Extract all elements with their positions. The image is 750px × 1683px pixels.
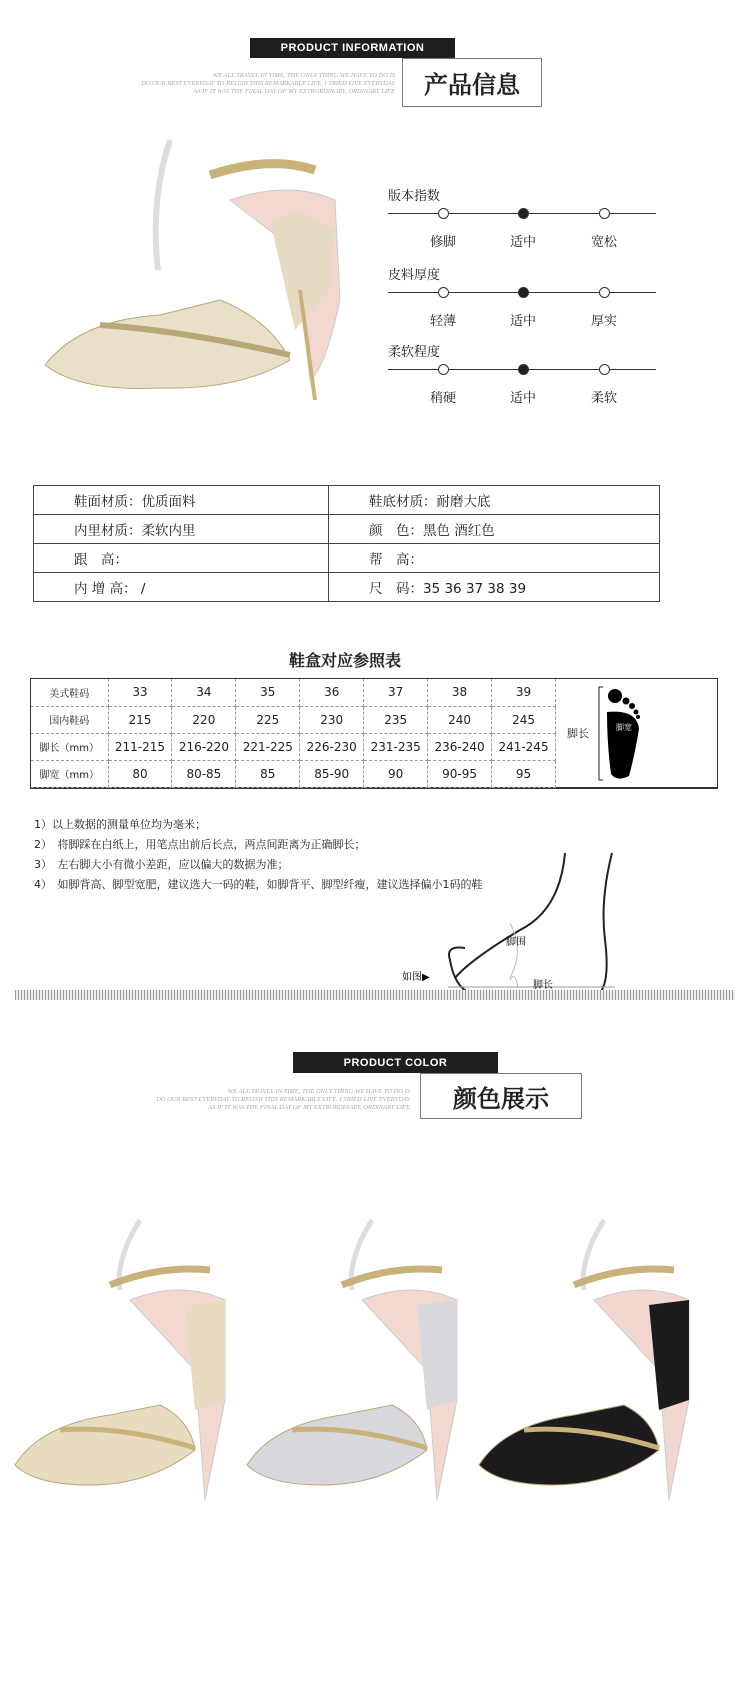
size-cell: 211-215 [108, 733, 172, 760]
scale-option-label: 适中 [509, 314, 536, 329]
tagline [15, 72, 395, 96]
attribute-cell: 内里材质：柔软内里 [34, 515, 329, 544]
scale-option-label: 适中 [509, 235, 536, 250]
attribute-row [34, 486, 660, 515]
scale-option-dot[interactable] [599, 208, 610, 219]
attribute-table [33, 485, 660, 602]
size-cell: 240 [428, 706, 492, 733]
attribute-cell: 尺 码：35 36 37 38 39 [329, 573, 660, 602]
size-cell: 241-245 [492, 733, 556, 760]
size-cell: 95 [492, 760, 556, 787]
size-cell: 221-225 [236, 733, 300, 760]
size-cell: 38 [428, 679, 492, 706]
foot-length-label: 脚长 [567, 727, 589, 740]
scale-option-label: 宽松 [590, 235, 617, 250]
scale-track [388, 213, 656, 214]
note: 4） 如脚背高、脚型宽肥，建议选大一码的鞋，如脚背平、脚型纤瘦，建议选择偏小1码的鞋 [34, 878, 483, 891]
section-title: 产品信息 [402, 58, 542, 107]
size-cell: 216-220 [172, 733, 236, 760]
product-image [40, 130, 350, 405]
size-cell: 215 [108, 706, 172, 733]
scale-track [388, 292, 656, 293]
size-row-label: 国内鞋码 [31, 706, 108, 733]
scale-label: 皮料厚度 [388, 268, 441, 283]
scale-option-label: 厚实 [590, 314, 617, 329]
foot-width-label: 脚宽 [616, 723, 632, 732]
scale-option-label: 稍硬 [429, 391, 456, 406]
scale-track [388, 369, 656, 370]
scale-label: 版本指数 [388, 189, 441, 204]
size-cell: 90 [364, 760, 428, 787]
length-label: 脚长 [533, 980, 553, 990]
tagline-line: AS IF IT WAS THE FINAL DAY OF MY EXTRORDINARY, ORDINARY LIFE [193, 88, 395, 95]
size-cell: 85-90 [300, 760, 364, 787]
attribute-cell: 鞋面材质：优质面料 [34, 486, 329, 515]
note: 1）以上数据的测量单位均为毫米； [34, 818, 206, 831]
attribute-cell: 颜 色：黑色 酒红色 [329, 515, 660, 544]
scale-option-label: 修脚 [429, 235, 456, 250]
scale-option-dot[interactable] [518, 364, 529, 375]
size-cell: 236-240 [428, 733, 492, 760]
color-variant-image[interactable] [474, 1210, 704, 1510]
attribute-cell: 帮 高： [329, 544, 660, 573]
section-header-en: PRODUCT INFORMATION [250, 38, 455, 58]
size-row [31, 733, 556, 760]
scale-option-label: 柔软 [590, 391, 617, 406]
size-cell: 235 [364, 706, 428, 733]
foot-diagram [400, 850, 650, 990]
size-cell: 80-85 [172, 760, 236, 787]
size-row-label: 脚长（mm） [31, 733, 108, 760]
scale-option-label: 适中 [509, 391, 536, 406]
ruler-divider [15, 990, 735, 1000]
size-cell: 36 [300, 679, 364, 706]
size-chart-title: 鞋盒对应参照表 [288, 651, 401, 670]
size-cell: 80 [108, 760, 172, 787]
attribute-cell: 内 增 高： / [34, 573, 329, 602]
scale-option-dot[interactable] [438, 208, 449, 219]
scale-option-dot[interactable] [518, 287, 529, 298]
size-cell: 220 [172, 706, 236, 733]
tagline-line: DO OUR BEST EVERYDAY TO RELISH THIS REMARKABLE LIFE. I TRIED LIVE EVERYDAY [156, 1096, 410, 1103]
attribute-row [34, 515, 660, 544]
scale-option-dot[interactable] [438, 287, 449, 298]
tagline-line: AS IF IT WAS THE FINAL DAY OF MY EXTRORDINARY, ORDINARY LIFE [208, 1104, 410, 1111]
tagline [30, 1088, 410, 1112]
size-row [31, 679, 556, 706]
size-cell: 37 [364, 679, 428, 706]
scale-option-dot[interactable] [438, 364, 449, 375]
size-cell: 85 [236, 760, 300, 787]
scale-option-dot[interactable] [518, 208, 529, 219]
section-header-en: PRODUCT COLOR [293, 1052, 498, 1073]
size-chart [30, 678, 718, 789]
section-title: 颜色展示 [420, 1073, 582, 1119]
tagline-line: WE ALL TRAVEL IN TIME, THE ONLY THING WE HAVE TO DO IS [212, 72, 395, 79]
size-cell: 90-95 [428, 760, 492, 787]
size-row-label: 脚宽（mm） [31, 760, 108, 787]
scale-label: 柔软程度 [388, 345, 441, 360]
size-cell: 35 [236, 679, 300, 706]
size-cell: 39 [492, 679, 556, 706]
size-cell: 230 [300, 706, 364, 733]
size-cell: 34 [172, 679, 236, 706]
attribute-row [34, 544, 660, 573]
attribute-row [34, 573, 660, 602]
footprint-icon [597, 684, 657, 784]
size-cell: 225 [236, 706, 300, 733]
scale-option-dot[interactable] [599, 287, 610, 298]
note: 3） 左右脚大小有微小差距，应以偏大的数据为准； [34, 858, 289, 871]
color-variant-image[interactable] [10, 1210, 240, 1510]
size-row [31, 706, 556, 733]
size-cell: 231-235 [364, 733, 428, 760]
attribute-cell: 跟 高： [34, 544, 329, 573]
scale-option-dot[interactable] [599, 364, 610, 375]
see-figure-label: 如图▶ [402, 972, 430, 983]
size-row-label: 美式鞋码 [31, 679, 108, 706]
size-cell: 226-230 [300, 733, 364, 760]
size-row [31, 760, 556, 787]
size-cell: 33 [108, 679, 172, 706]
tagline-line: DO OUR BEST EVERYDAY TO RELISH THIS REMARKABLE LIFE. I TRIED LIVE EVERYDAY [141, 80, 395, 87]
note: 2） 将脚踩在白纸上，用笔点出前后长点，两点间距离为正确脚长； [34, 838, 366, 851]
size-cell: 245 [492, 706, 556, 733]
girth-label: 脚围 [506, 937, 526, 948]
color-variant-image[interactable] [242, 1210, 472, 1510]
scale-option-label: 轻薄 [429, 314, 456, 329]
tagline-line: WE ALL TRAVEL IN TIME, THE ONLY THING WE HAVE TO DO IS [227, 1088, 410, 1095]
attribute-cell: 鞋底材质：耐磨大底 [329, 486, 660, 515]
